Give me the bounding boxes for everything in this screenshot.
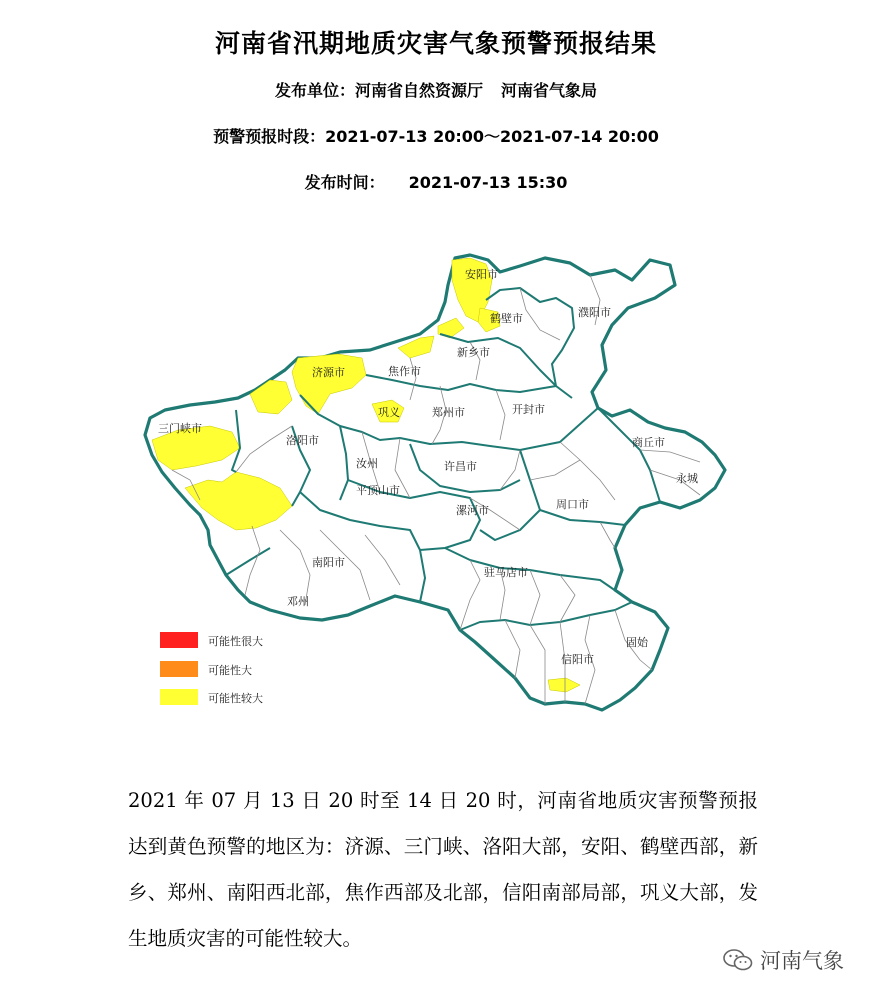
label-zhoukou: 周口市: [556, 498, 589, 511]
period-label: 预警预报时段：: [213, 127, 326, 146]
period-value: 2021-07-13 20:00～2021-07-14 20:00: [325, 127, 659, 146]
time-label: 发布时间：: [304, 173, 385, 192]
label-zhengzhou: 郑州市: [432, 406, 465, 419]
time-value: 2021-07-13 15:30: [408, 173, 568, 192]
label-nanyang: 南阳市: [312, 556, 345, 569]
label-luohe: 漯河市: [456, 504, 489, 517]
label-puyang: 濮阳市: [578, 306, 611, 319]
label-xinyang: 信阳市: [561, 653, 594, 666]
label-pingdingshan: 平顶山市: [356, 484, 400, 497]
label-hebi: 鹤壁市: [490, 312, 523, 325]
legend-swatch-orange: [160, 661, 198, 677]
label-dengzhou: 邓州: [287, 595, 309, 608]
watermark: [722, 944, 844, 976]
label-xuchang: 许昌市: [444, 460, 477, 473]
label-gongyi: 巩义: [378, 406, 400, 419]
issuer-1: 河南省自然资源厅: [354, 81, 483, 100]
label-ruzhou: 汝州: [356, 457, 378, 470]
henan-warning-map: [0, 230, 872, 730]
label-jiyuan: 济源市: [312, 366, 345, 379]
label-yongcheng: 永城: [676, 472, 698, 485]
label-jiaozuo: 焦作市: [388, 365, 421, 378]
time-line: [0, 170, 872, 193]
warning-description: 2021 年 07 月 13 日 20 时至 14 日 20 时，河南省地质灾害预警预报达到黄色预警的地区为：济源、三门峡、洛阳大部，安阳、鹤壁西部，新乡、郑州、南阳西北部，焦作西部及北部，信阳南部局部，巩义大部，发生地质灾害的可能性较大。: [128, 789, 758, 950]
issuer-line: [0, 78, 872, 101]
legend-label: 可能性大: [208, 664, 252, 677]
issuer-label: 发布单位：: [274, 81, 355, 100]
wechat-icon: [722, 946, 754, 974]
label-sanmenxia: 三门峡市: [158, 422, 202, 435]
label-kaifeng: 开封市: [512, 403, 545, 416]
legend-swatch-red: [160, 632, 198, 648]
legend-swatch-yellow: [160, 689, 198, 705]
label-shangqiu: 商丘市: [632, 436, 665, 449]
issuer-2: 河南省气象局: [501, 81, 598, 100]
legend-label: 可能性很大: [208, 635, 263, 648]
label-zhumadian: 驻马店市: [484, 566, 528, 579]
watermark-text: 河南气象: [760, 949, 844, 973]
label-gushi: 固始: [626, 636, 648, 649]
label-xinxiang: 新乡市: [457, 346, 490, 359]
legend-label: 可能性较大: [208, 692, 263, 705]
period-line: [0, 124, 872, 147]
page-title: 河南省汛期地质灾害气象预警预报结果: [214, 29, 657, 58]
label-luoyang: 洛阳市: [286, 434, 319, 447]
label-anyang: 安阳市: [465, 268, 498, 281]
